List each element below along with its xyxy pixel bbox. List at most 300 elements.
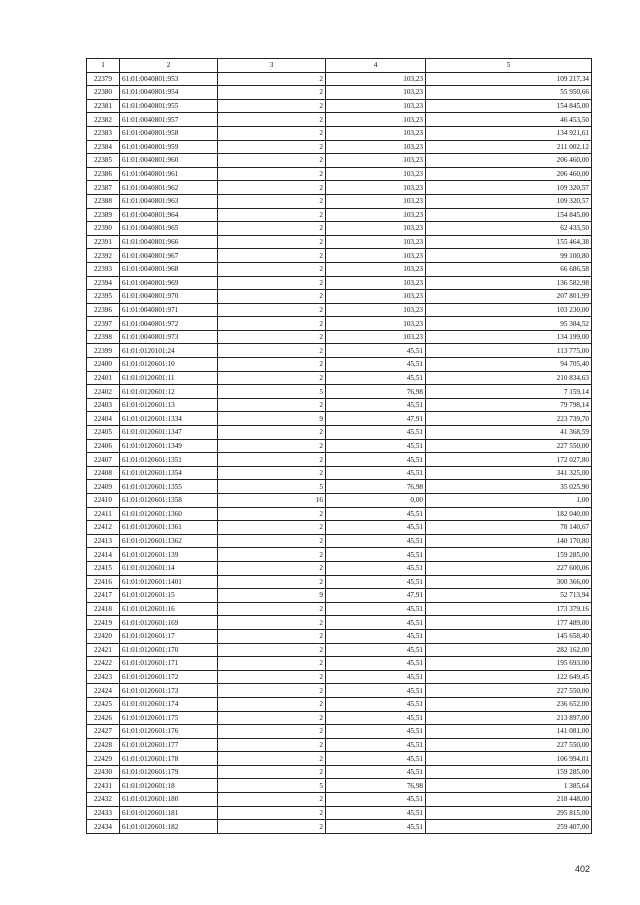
row-number-cell: 22409 bbox=[87, 480, 120, 494]
specific-value-cell: 45,51 bbox=[326, 629, 426, 643]
row-number-cell: 22414 bbox=[87, 548, 120, 562]
table-row bbox=[87, 303, 592, 317]
cadastral-value-cell: 206 460,00 bbox=[426, 154, 592, 168]
row-number-cell: 22417 bbox=[87, 589, 120, 603]
row-number-cell: 22420 bbox=[87, 629, 120, 643]
table-row bbox=[87, 738, 592, 752]
category-code-cell: 2 bbox=[218, 126, 326, 140]
cadastral-number-cell: 61:01:0120601:15 bbox=[120, 589, 218, 603]
table-row bbox=[87, 793, 592, 807]
cadastral-number-cell: 61:01:0120601:179 bbox=[120, 765, 218, 779]
category-code-cell: 2 bbox=[218, 426, 326, 440]
row-number-cell: 22432 bbox=[87, 793, 120, 807]
cadastral-value-cell: 122 649,45 bbox=[426, 670, 592, 684]
header-row bbox=[87, 59, 592, 73]
table-header bbox=[87, 59, 592, 73]
specific-value-cell: 45,51 bbox=[326, 534, 426, 548]
category-code-cell: 16 bbox=[218, 494, 326, 508]
row-number-cell: 22421 bbox=[87, 643, 120, 657]
specific-value-cell: 103,23 bbox=[326, 167, 426, 181]
cadastral-number-cell: 61:01:0120601:17 bbox=[120, 629, 218, 643]
row-number-cell: 22431 bbox=[87, 779, 120, 793]
table-row bbox=[87, 262, 592, 276]
category-code-cell: 2 bbox=[218, 806, 326, 820]
cadastral-value-cell: 41 368,59 bbox=[426, 426, 592, 440]
specific-value-cell: 45,51 bbox=[326, 793, 426, 807]
category-code-cell: 2 bbox=[218, 534, 326, 548]
specific-value-cell: 103,23 bbox=[326, 330, 426, 344]
specific-value-cell: 103,23 bbox=[326, 290, 426, 304]
cadastral-number-cell: 61:01:0040801:969 bbox=[120, 276, 218, 290]
category-code-cell: 2 bbox=[218, 643, 326, 657]
cadastral-value-cell: 236 652,00 bbox=[426, 697, 592, 711]
table-row bbox=[87, 276, 592, 290]
table-row bbox=[87, 697, 592, 711]
specific-value-cell: 45,51 bbox=[326, 371, 426, 385]
cadastral-value-cell: 46 453,50 bbox=[426, 113, 592, 127]
category-code-cell: 2 bbox=[218, 398, 326, 412]
cadastral-number-cell: 61:01:0040801:954 bbox=[120, 86, 218, 100]
category-code-cell: 2 bbox=[218, 167, 326, 181]
cadastral-value-cell: 95 384,52 bbox=[426, 317, 592, 331]
category-code-cell: 9 bbox=[218, 589, 326, 603]
cadastral-value-cell: 140 170,80 bbox=[426, 534, 592, 548]
cadastral-value-cell: 154 845,00 bbox=[426, 208, 592, 222]
category-code-cell: 2 bbox=[218, 222, 326, 236]
cadastral-number-cell: 61:01:0120601:1354 bbox=[120, 466, 218, 480]
specific-value-cell: 45,51 bbox=[326, 697, 426, 711]
specific-value-cell: 45,51 bbox=[326, 507, 426, 521]
cadastral-value-cell: 211 002,12 bbox=[426, 140, 592, 154]
cadastral-value-cell: 172 027,80 bbox=[426, 453, 592, 467]
table-row bbox=[87, 711, 592, 725]
category-code-cell: 2 bbox=[218, 793, 326, 807]
row-number-cell: 22424 bbox=[87, 684, 120, 698]
table-row bbox=[87, 344, 592, 358]
specific-value-cell: 45,51 bbox=[326, 602, 426, 616]
category-code-cell: 9 bbox=[218, 412, 326, 426]
category-code-cell: 2 bbox=[218, 439, 326, 453]
table-row bbox=[87, 113, 592, 127]
category-code-cell: 2 bbox=[218, 99, 326, 113]
specific-value-cell: 45,51 bbox=[326, 643, 426, 657]
cadastral-number-cell: 61:01:0120601:177 bbox=[120, 738, 218, 752]
cadastral-value-cell: 227 600,06 bbox=[426, 561, 592, 575]
table-row bbox=[87, 181, 592, 195]
row-number-cell: 22434 bbox=[87, 820, 120, 834]
cadastral-number-cell: 61:01:0040801:971 bbox=[120, 303, 218, 317]
column-header-3: 3 bbox=[218, 59, 326, 73]
category-code-cell: 2 bbox=[218, 194, 326, 208]
cadastral-value-cell: 227 550,00 bbox=[426, 684, 592, 698]
specific-value-cell: 76,98 bbox=[326, 779, 426, 793]
column-header-2: 2 bbox=[120, 59, 218, 73]
cadastral-number-cell: 61:01:0040801:953 bbox=[120, 72, 218, 86]
category-code-cell: 2 bbox=[218, 317, 326, 331]
cadastral-number-cell: 61:01:0040801:961 bbox=[120, 167, 218, 181]
table-row bbox=[87, 616, 592, 630]
cadastral-value-cell: 218 448,00 bbox=[426, 793, 592, 807]
row-number-cell: 22423 bbox=[87, 670, 120, 684]
specific-value-cell: 45,51 bbox=[326, 548, 426, 562]
cadastral-value-cell: 78 140,67 bbox=[426, 521, 592, 535]
cadastral-number-cell: 61:01:0040801:970 bbox=[120, 290, 218, 304]
specific-value-cell: 103,23 bbox=[326, 235, 426, 249]
category-code-cell: 2 bbox=[218, 154, 326, 168]
table-row bbox=[87, 412, 592, 426]
table-row bbox=[87, 426, 592, 440]
row-number-cell: 22419 bbox=[87, 616, 120, 630]
row-number-cell: 22408 bbox=[87, 466, 120, 480]
cadastral-value-cell: 145 658,40 bbox=[426, 629, 592, 643]
category-code-cell: 2 bbox=[218, 290, 326, 304]
specific-value-cell: 45,51 bbox=[326, 711, 426, 725]
category-code-cell: 2 bbox=[218, 208, 326, 222]
specific-value-cell: 0,00 bbox=[326, 494, 426, 508]
cadastral-number-cell: 61:01:0040801:955 bbox=[120, 99, 218, 113]
specific-value-cell: 45,51 bbox=[326, 575, 426, 589]
specific-value-cell: 103,23 bbox=[326, 72, 426, 86]
cadastral-number-cell: 61:01:0120601:13 bbox=[120, 398, 218, 412]
row-number-cell: 22433 bbox=[87, 806, 120, 820]
row-number-cell: 22396 bbox=[87, 303, 120, 317]
cadastral-value-cell: 7 159,14 bbox=[426, 385, 592, 399]
cadastral-value-cell: 195 693,00 bbox=[426, 657, 592, 671]
row-number-cell: 22389 bbox=[87, 208, 120, 222]
row-number-cell: 22388 bbox=[87, 194, 120, 208]
cadastral-number-cell: 61:01:0120601:180 bbox=[120, 793, 218, 807]
row-number-cell: 22390 bbox=[87, 222, 120, 236]
row-number-cell: 22400 bbox=[87, 358, 120, 372]
cadastral-value-cell: 79 798,14 bbox=[426, 398, 592, 412]
row-number-cell: 22407 bbox=[87, 453, 120, 467]
table-row bbox=[87, 561, 592, 575]
row-number-cell: 22416 bbox=[87, 575, 120, 589]
specific-value-cell: 103,23 bbox=[326, 126, 426, 140]
specific-value-cell: 45,51 bbox=[326, 657, 426, 671]
row-number-cell: 22418 bbox=[87, 602, 120, 616]
cadastral-value-cell: 227 550,00 bbox=[426, 738, 592, 752]
cadastral-value-cell: 210 834,63 bbox=[426, 371, 592, 385]
cadastral-value-cell: 207 801,99 bbox=[426, 290, 592, 304]
specific-value-cell: 103,23 bbox=[326, 181, 426, 195]
row-number-cell: 22383 bbox=[87, 126, 120, 140]
specific-value-cell: 45,51 bbox=[326, 738, 426, 752]
cadastral-value-cell: 99 100,80 bbox=[426, 249, 592, 263]
cadastral-value-cell: 113 775,00 bbox=[426, 344, 592, 358]
row-number-cell: 22394 bbox=[87, 276, 120, 290]
table-row bbox=[87, 385, 592, 399]
cadastral-value-cell: 177 489,00 bbox=[426, 616, 592, 630]
cadastral-value-cell: 94 705,40 bbox=[426, 358, 592, 372]
row-number-cell: 22404 bbox=[87, 412, 120, 426]
cadastral-number-cell: 61:01:0120601:1358 bbox=[120, 494, 218, 508]
specific-value-cell: 103,23 bbox=[326, 276, 426, 290]
row-number-cell: 22411 bbox=[87, 507, 120, 521]
table-row bbox=[87, 167, 592, 181]
cadastral-value-cell: 134 921,61 bbox=[426, 126, 592, 140]
row-number-cell: 22395 bbox=[87, 290, 120, 304]
cadastral-value-cell: 109 320,57 bbox=[426, 181, 592, 195]
table-row bbox=[87, 371, 592, 385]
specific-value-cell: 45,51 bbox=[326, 561, 426, 575]
cadastral-value-cell: 109 320,57 bbox=[426, 194, 592, 208]
category-code-cell: 2 bbox=[218, 602, 326, 616]
row-number-cell: 22401 bbox=[87, 371, 120, 385]
table-row bbox=[87, 317, 592, 331]
specific-value-cell: 45,51 bbox=[326, 616, 426, 630]
specific-value-cell: 45,51 bbox=[326, 426, 426, 440]
table-row bbox=[87, 752, 592, 766]
cadastral-number-cell: 61:01:0040801:964 bbox=[120, 208, 218, 222]
specific-value-cell: 47,91 bbox=[326, 412, 426, 426]
category-code-cell: 2 bbox=[218, 765, 326, 779]
specific-value-cell: 103,23 bbox=[326, 99, 426, 113]
table-row bbox=[87, 140, 592, 154]
table-row bbox=[87, 534, 592, 548]
cadastral-number-cell: 61:01:0120101:24 bbox=[120, 344, 218, 358]
table-body bbox=[87, 72, 592, 833]
table-row bbox=[87, 194, 592, 208]
cadastral-number-cell: 61:01:0120601:169 bbox=[120, 616, 218, 630]
table-row bbox=[87, 670, 592, 684]
category-code-cell: 2 bbox=[218, 684, 326, 698]
cadastral-number-cell: 61:01:0120601:16 bbox=[120, 602, 218, 616]
cadastral-number-cell: 61:01:0040801:962 bbox=[120, 181, 218, 195]
category-code-cell: 2 bbox=[218, 113, 326, 127]
table-row bbox=[87, 358, 592, 372]
row-number-cell: 22398 bbox=[87, 330, 120, 344]
table-row bbox=[87, 806, 592, 820]
category-code-cell: 2 bbox=[218, 303, 326, 317]
category-code-cell: 2 bbox=[218, 711, 326, 725]
row-number-cell: 22380 bbox=[87, 86, 120, 100]
specific-value-cell: 103,23 bbox=[326, 303, 426, 317]
specific-value-cell: 76,98 bbox=[326, 385, 426, 399]
row-number-cell: 22392 bbox=[87, 249, 120, 263]
cadastral-number-cell: 61:01:0040801:958 bbox=[120, 126, 218, 140]
row-number-cell: 22399 bbox=[87, 344, 120, 358]
column-header-1: 1 bbox=[87, 59, 120, 73]
row-number-cell: 22427 bbox=[87, 725, 120, 739]
specific-value-cell: 45,51 bbox=[326, 806, 426, 820]
category-code-cell: 2 bbox=[218, 507, 326, 521]
column-header-4: 4 bbox=[326, 59, 426, 73]
row-number-cell: 22384 bbox=[87, 140, 120, 154]
column-header-5: 5 bbox=[426, 59, 592, 73]
specific-value-cell: 45,51 bbox=[326, 344, 426, 358]
row-number-cell: 22406 bbox=[87, 439, 120, 453]
cadastral-value-cell: 134 199,00 bbox=[426, 330, 592, 344]
cadastral-value-cell: 136 582,98 bbox=[426, 276, 592, 290]
row-number-cell: 22393 bbox=[87, 262, 120, 276]
cadastral-value-cell: 141 081,00 bbox=[426, 725, 592, 739]
specific-value-cell: 103,23 bbox=[326, 222, 426, 236]
specific-value-cell: 103,23 bbox=[326, 140, 426, 154]
cadastral-number-cell: 61:01:0120601:175 bbox=[120, 711, 218, 725]
cadastral-number-cell: 61:01:0120601:172 bbox=[120, 670, 218, 684]
cadastral-value-cell: 155 464,38 bbox=[426, 235, 592, 249]
specific-value-cell: 103,23 bbox=[326, 317, 426, 331]
cadastral-value-cell: 300 366,00 bbox=[426, 575, 592, 589]
cadastral-number-cell: 61:01:0040801:967 bbox=[120, 249, 218, 263]
table-row bbox=[87, 290, 592, 304]
table-row bbox=[87, 99, 592, 113]
cadastral-number-cell: 61:01:0120601:18 bbox=[120, 779, 218, 793]
cadastral-value-cell: 55 950,66 bbox=[426, 86, 592, 100]
category-code-cell: 2 bbox=[218, 344, 326, 358]
table-row bbox=[87, 330, 592, 344]
category-code-cell: 2 bbox=[218, 561, 326, 575]
row-number-cell: 22415 bbox=[87, 561, 120, 575]
row-number-cell: 22397 bbox=[87, 317, 120, 331]
table-row bbox=[87, 820, 592, 834]
specific-value-cell: 103,23 bbox=[326, 113, 426, 127]
category-code-cell: 2 bbox=[218, 738, 326, 752]
specific-value-cell: 103,23 bbox=[326, 208, 426, 222]
row-number-cell: 22430 bbox=[87, 765, 120, 779]
cadastral-number-cell: 61:01:0120601:1334 bbox=[120, 412, 218, 426]
table-row bbox=[87, 439, 592, 453]
row-number-cell: 22426 bbox=[87, 711, 120, 725]
specific-value-cell: 103,23 bbox=[326, 154, 426, 168]
category-code-cell: 2 bbox=[218, 521, 326, 535]
specific-value-cell: 45,51 bbox=[326, 752, 426, 766]
cadastral-number-cell: 61:01:0120601:174 bbox=[120, 697, 218, 711]
table-row bbox=[87, 249, 592, 263]
table-row bbox=[87, 72, 592, 86]
category-code-cell: 2 bbox=[218, 466, 326, 480]
table-row bbox=[87, 779, 592, 793]
category-code-cell: 2 bbox=[218, 262, 326, 276]
specific-value-cell: 76,98 bbox=[326, 480, 426, 494]
specific-value-cell: 45,51 bbox=[326, 453, 426, 467]
table-row bbox=[87, 765, 592, 779]
cadastral-number-cell: 61:01:0120601:1362 bbox=[120, 534, 218, 548]
table-row bbox=[87, 548, 592, 562]
row-number-cell: 22405 bbox=[87, 426, 120, 440]
category-code-cell: 2 bbox=[218, 616, 326, 630]
row-number-cell: 22391 bbox=[87, 235, 120, 249]
category-code-cell: 2 bbox=[218, 86, 326, 100]
category-code-cell: 5 bbox=[218, 779, 326, 793]
cadastral-value-cell: 182 040,00 bbox=[426, 507, 592, 521]
table-row bbox=[87, 589, 592, 603]
cadastral-number-cell: 61:01:0040801:959 bbox=[120, 140, 218, 154]
table-row bbox=[87, 602, 592, 616]
cadastral-number-cell: 61:01:0120601:139 bbox=[120, 548, 218, 562]
table-row bbox=[87, 208, 592, 222]
category-code-cell: 2 bbox=[218, 752, 326, 766]
cadastral-value-cell: 109 217,34 bbox=[426, 72, 592, 86]
category-code-cell: 5 bbox=[218, 480, 326, 494]
cadastral-value-cell: 227 550,00 bbox=[426, 439, 592, 453]
specific-value-cell: 103,23 bbox=[326, 194, 426, 208]
table-row bbox=[87, 725, 592, 739]
cadastral-number-cell: 61:01:0120601:182 bbox=[120, 820, 218, 834]
cadastral-value-cell: 295 815,00 bbox=[426, 806, 592, 820]
table-row bbox=[87, 222, 592, 236]
cadastral-value-cell: 106 994,01 bbox=[426, 752, 592, 766]
category-code-cell: 2 bbox=[218, 330, 326, 344]
cadastral-value-cell: 159 285,00 bbox=[426, 548, 592, 562]
cadastral-number-cell: 61:01:0120601:11 bbox=[120, 371, 218, 385]
category-code-cell: 2 bbox=[218, 657, 326, 671]
specific-value-cell: 45,51 bbox=[326, 398, 426, 412]
category-code-cell: 2 bbox=[218, 276, 326, 290]
row-number-cell: 22403 bbox=[87, 398, 120, 412]
cadastral-number-cell: 61:01:0120601:10 bbox=[120, 358, 218, 372]
table-row bbox=[87, 643, 592, 657]
specific-value-cell: 45,51 bbox=[326, 670, 426, 684]
row-number-cell: 22412 bbox=[87, 521, 120, 535]
specific-value-cell: 45,51 bbox=[326, 358, 426, 372]
specific-value-cell: 45,51 bbox=[326, 439, 426, 453]
cadastral-number-cell: 61:01:0120601:173 bbox=[120, 684, 218, 698]
category-code-cell: 2 bbox=[218, 629, 326, 643]
cadastral-number-cell: 61:01:0040801:968 bbox=[120, 262, 218, 276]
row-number-cell: 22379 bbox=[87, 72, 120, 86]
cadastral-number-cell: 61:01:0120601:1401 bbox=[120, 575, 218, 589]
cadastral-number-cell: 61:01:0120601:170 bbox=[120, 643, 218, 657]
cadastral-value-cell: 1 385,64 bbox=[426, 779, 592, 793]
cadastral-value-cell: 1,00 bbox=[426, 494, 592, 508]
row-number-cell: 22422 bbox=[87, 657, 120, 671]
cadastral-number-cell: 61:01:0120601:178 bbox=[120, 752, 218, 766]
cadastral-number-cell: 61:01:0120601:181 bbox=[120, 806, 218, 820]
cadastral-number-cell: 61:01:0120601:14 bbox=[120, 561, 218, 575]
table-row bbox=[87, 466, 592, 480]
cadastral-number-cell: 61:01:0120601:1347 bbox=[120, 426, 218, 440]
cadastral-number-cell: 61:01:0120601:1355 bbox=[120, 480, 218, 494]
cadastral-value-cell: 159 285,00 bbox=[426, 765, 592, 779]
cadastral-value-table bbox=[86, 58, 592, 834]
row-number-cell: 22413 bbox=[87, 534, 120, 548]
table-row bbox=[87, 86, 592, 100]
row-number-cell: 22429 bbox=[87, 752, 120, 766]
cadastral-value-cell: 223 739,70 bbox=[426, 412, 592, 426]
table-row bbox=[87, 629, 592, 643]
category-code-cell: 2 bbox=[218, 72, 326, 86]
cadastral-number-cell: 61:01:0120601:12 bbox=[120, 385, 218, 399]
cadastral-number-cell: 61:01:0040801:960 bbox=[120, 154, 218, 168]
cadastral-value-cell: 341 325,00 bbox=[426, 466, 592, 480]
row-number-cell: 22410 bbox=[87, 494, 120, 508]
cadastral-value-cell: 103 230,00 bbox=[426, 303, 592, 317]
cadastral-number-cell: 61:01:0040801:972 bbox=[120, 317, 218, 331]
table-row bbox=[87, 684, 592, 698]
row-number-cell: 22385 bbox=[87, 154, 120, 168]
specific-value-cell: 45,51 bbox=[326, 765, 426, 779]
cadastral-value-cell: 62 433,50 bbox=[426, 222, 592, 236]
row-number-cell: 22386 bbox=[87, 167, 120, 181]
category-code-cell: 2 bbox=[218, 697, 326, 711]
row-number-cell: 22381 bbox=[87, 99, 120, 113]
cadastral-value-cell: 154 845,00 bbox=[426, 99, 592, 113]
specific-value-cell: 45,51 bbox=[326, 684, 426, 698]
category-code-cell: 2 bbox=[218, 575, 326, 589]
table-row bbox=[87, 575, 592, 589]
table-row bbox=[87, 494, 592, 508]
specific-value-cell: 47,91 bbox=[326, 589, 426, 603]
table-row bbox=[87, 657, 592, 671]
specific-value-cell: 45,51 bbox=[326, 466, 426, 480]
table-row bbox=[87, 154, 592, 168]
page-number: 402 bbox=[574, 864, 590, 874]
cadastral-value-cell: 173 379,16 bbox=[426, 602, 592, 616]
cadastral-number-cell: 61:01:0120601:1351 bbox=[120, 453, 218, 467]
cadastral-number-cell: 61:01:0120601:1361 bbox=[120, 521, 218, 535]
